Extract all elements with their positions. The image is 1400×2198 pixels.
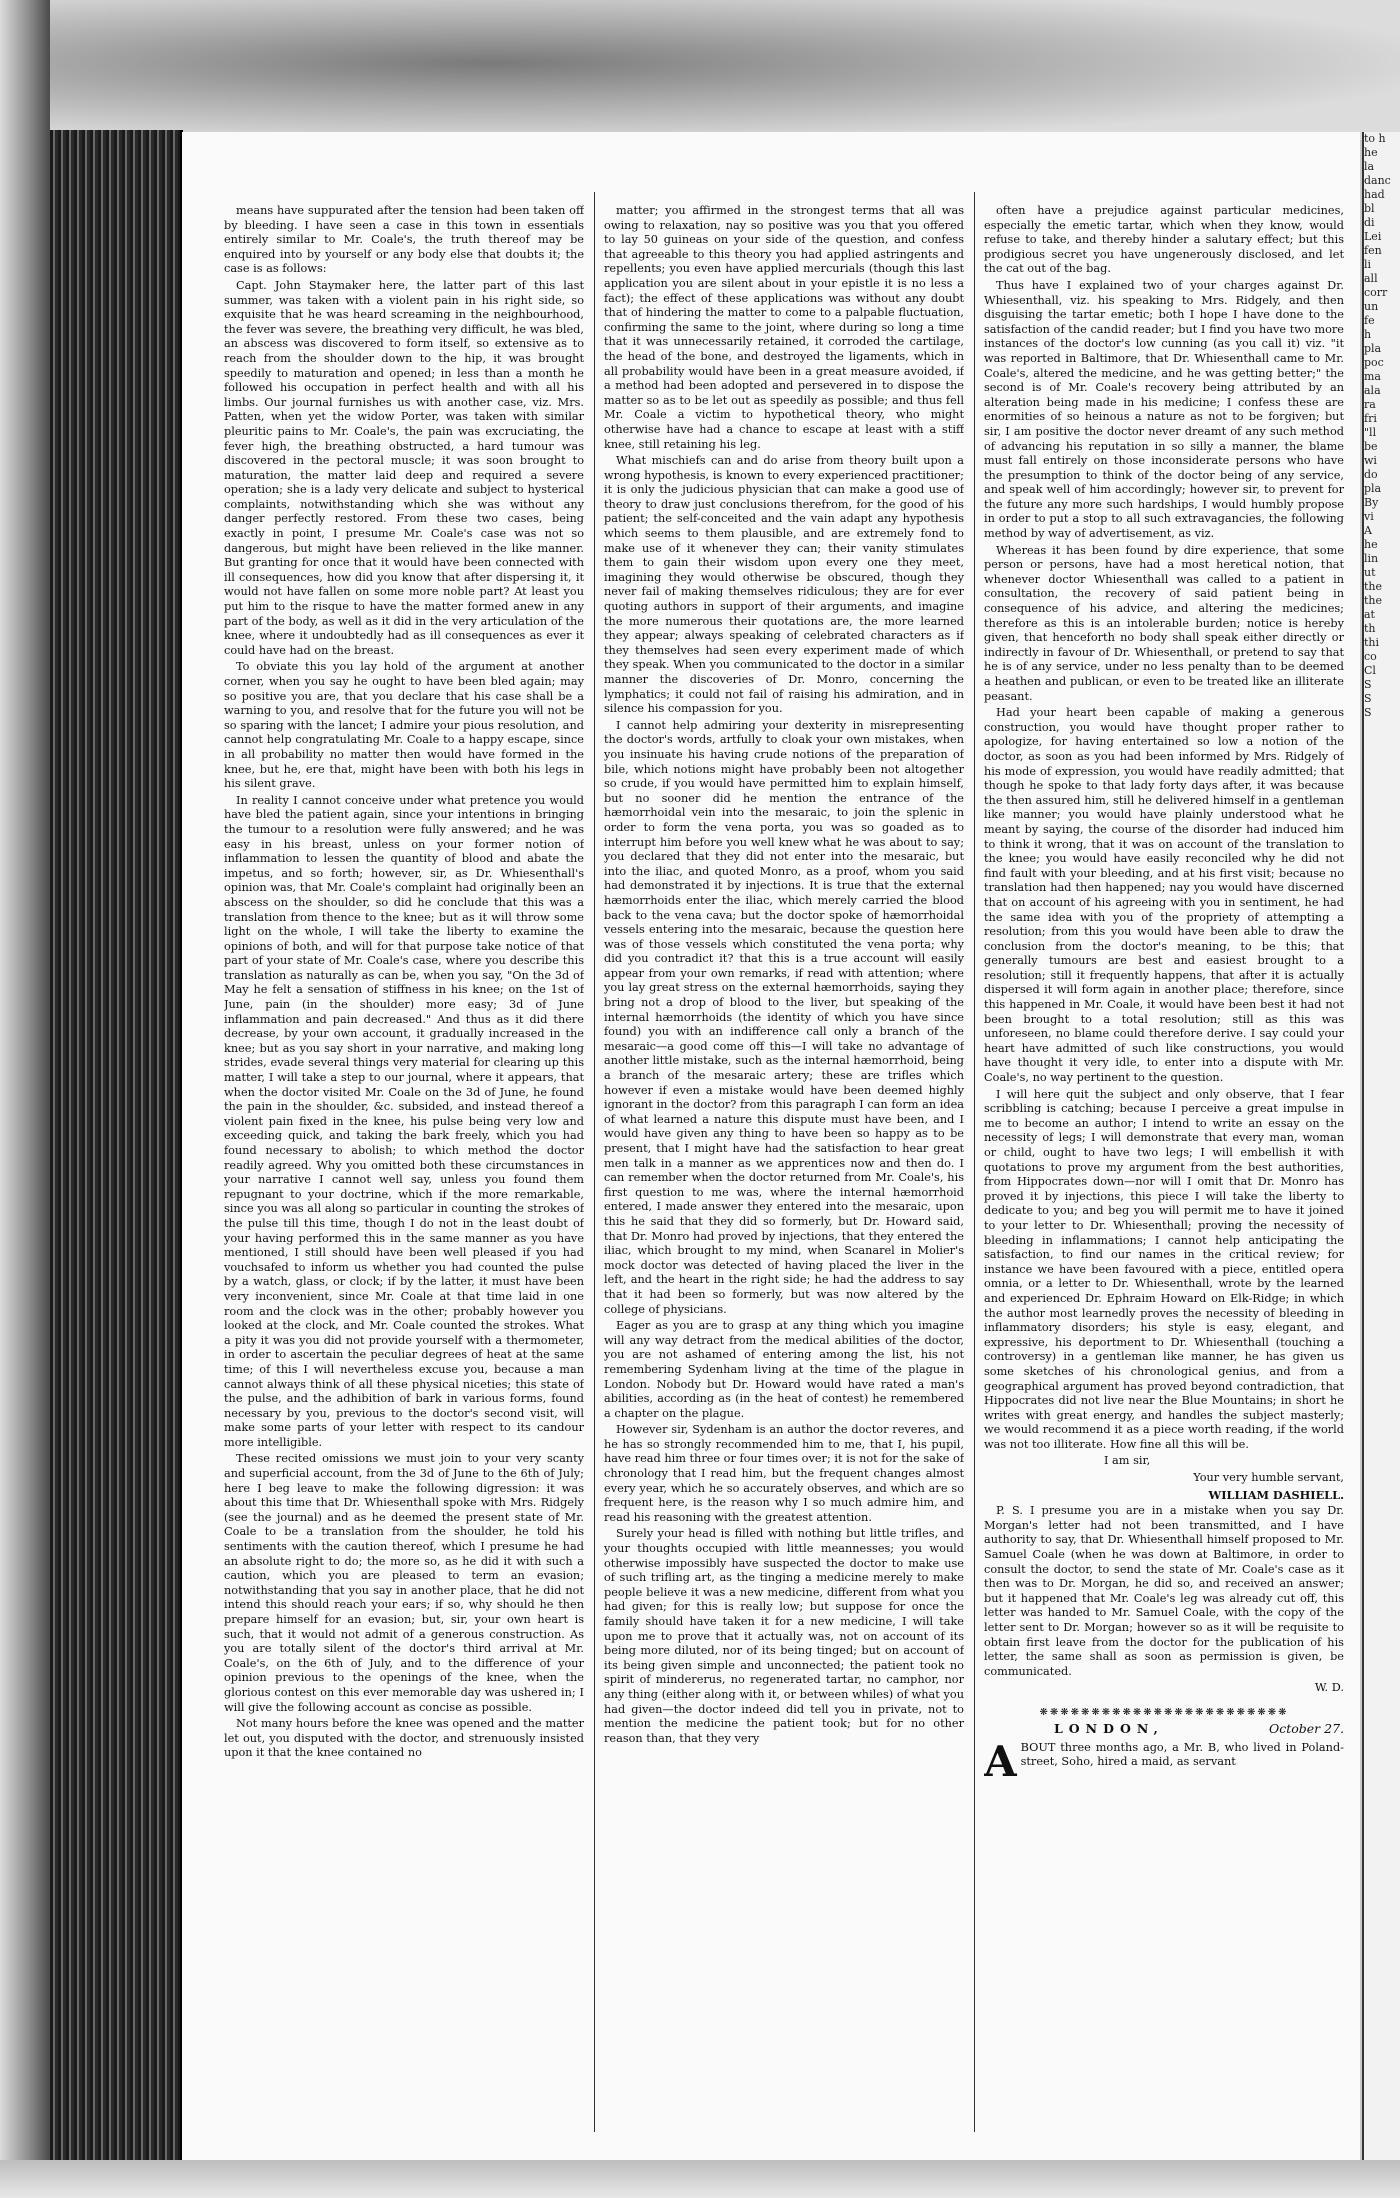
column-3-body	[984, 204, 1344, 1452]
facing-page-text-fragment: do	[1364, 468, 1378, 481]
column-rule	[974, 192, 975, 2132]
facing-page-text-fragment: wi	[1364, 454, 1377, 467]
facing-page-text-fragment: lin	[1364, 552, 1379, 565]
letter-closing: I am sir,	[1104, 1454, 1151, 1468]
paragraph: matter; you affirmed in the strongest terms that all was owing to relaxation, nay so positive was you that you offered to lay 50 guineas on your side of the question, and confess that agreeable to this theory you had applied astringents and repellents; you even have applied mercurials (though this last application you are silent about in your epistle it is no less a fact); the effect of these applications was without any doubt that of hindering the matter to come to a palpable fluctuation, confirming the same to the joint, where during so long a time that it was unnecessarily retained, it corroded the cartilage, the head of the bone, and destroyed the ligaments, which in all probability would have been in a great measure avoided, if a method had been adopted and persevered in to dispose the matter so as to be let out as speedily as possible; and thus fell Mr. Coale a victim to hypothetical theory, who might otherwise have had a chance to escape at least with a stiff knee, still retaining his leg.	[604, 204, 964, 451]
postscript-initials: W. D.	[1314, 1681, 1344, 1695]
facing-page-text-fragment: be	[1364, 440, 1378, 453]
paragraph: What mischiefs can and do arise from theory built upon a wrong hypothesis, is known to every experienced practitioner; it is only the judicious physician that can make a good use of theory to draw just conclusions therefrom, for the good of his patient; the self-conceited and the vain adapt any hypothesis which seems to them plausible, and are extremely fond to make use of it whenever they can; their vanity stimulates them to gain their wisdom upon every one they meet, imagining they would otherwise be obscured, though they never fail of making themselves ridiculous; they are for ever quoting authors in support of their arguments, and imagine the more numerous their quotations are, the more learned they appear; always speaking of celebrated characters as if they themselves had seen every experiment made of which they speak. When you communicated to the doctor in a similar manner the discoveries of Dr. Monro, concerning the lymphatics; it could not fail of raising his admiration, and in silence his compassion for you.	[604, 454, 964, 716]
facing-page-text-fragment: pla	[1364, 342, 1382, 355]
london-news-text: BOUT three months ago, a Mr. B, who lived in Poland-street, Soho, hired a maid, as servant	[1020, 1740, 1344, 1769]
facing-page-text-fragment: all	[1364, 272, 1378, 285]
facing-page-text-fragment: la	[1364, 160, 1375, 173]
postscript: P. S. I presume you are in a mistake when you say Dr. Morgan's letter had not been transmitted, and I have authority to say, that Dr. Whiesenthall himself proposed to Mr. Samuel Coale (when he was down at Baltimore, in order to consult the doctor, to send the state of Mr. Coale's case as it then was to Dr. Morgan, he did so, and received an answer; but it happened that Mr. Coale's leg was already cut off, this letter was handed to Mr. Samuel Coale, with the copy of the letter sent to Dr. Morgan; however so as it will be requisite to obtain first leave from the doctor for the publication of his letter, the same shall as soon as permission is given, be communicated.	[984, 1504, 1344, 1678]
facing-page-text-fragment: the	[1364, 594, 1383, 607]
column-2	[604, 204, 964, 2084]
paragraph: Had your heart been capable of making a generous construction, you would have thought proper rather to apologize, for having entertained so low a notion of the doctor, as soon as you had been informed by Mrs. Ridgely of his mode of expression, you would have readily admitted; that though he spoke to that lady forty days after, it was because the then assured him, still he delivered himself in a gentleman like manner; you would have plainly understood what he meant by saying, the course of the disorder had induced him to think it wrong, that it was on account of the translation to the knee; you would have easily reconciled why he did not find fault with your bleeding, and at his first visit; because no translation had then happened; nay you would have discerned that on account of his agreeing with you in sentiment, he had the same idea with you of the propriety of attempting a resolution; from this you would have been able to draw the conclusion from the doctor's meaning, to be this; that generally tumours are best and easiest brought to a resolution; still it frequently happens, that after it is actually dispersed it will form again in another place; therefore, since this happened in Mr. Coale, it would have been best it had not been brought to a total resolution; still as this was unforeseen, no blame could therefore derive. I say could your heart have admitted of such like constructions, you would have thought it very idle, to enter into a dispute with Mr. Coale's, no way pertinent to the question.	[984, 706, 1344, 1085]
facing-page-text-fragment: ra	[1364, 398, 1376, 411]
facing-page-text-fragment: the	[1364, 580, 1383, 593]
paragraph: often have a prejudice against particular medicines, especially the emetic tartar, which when they know, would refuse to take, and thereby hinder a salutary effect; but this prodigious secret you have ungenerously disclosed, and let the cat out of the bag.	[984, 204, 1344, 276]
column-3	[984, 204, 1344, 2084]
section-divider-ornament: ❋❋❋❋❋❋❋❋❋❋❋❋❋❋❋❋❋❋❋❋❋❋❋❋	[1039, 1707, 1289, 1718]
newspaper-page	[182, 132, 1360, 2172]
column-rule	[594, 192, 595, 2132]
paragraph: I will here quit the subject and only observe, that I fear scribbling is catching; because I perceive a great impulse in me to become an author; I intend to write an essay on the necessity of legs; I will demonstrate that every man, woman or child, ought to have two legs; I will embellish it with quotations to prove my argument from the best authorities, from Hippocrates down—nor will I omit that Dr. Monro has proved it by injections, this piece I will take the liberty to dedicate to you; and beg you will permit me to have it joined to your letter to Dr. Whiesenthall; proving the necessity of bleeding in inflammations; I cannot help anticipating the satisfaction, to find our names in the critical review; for instance we have been favoured with a piece, entitled opera omnia, or a letter to Dr. Whiesenthall, wrote by the learned and experienced Dr. Ephraim Howard on Elk-Ridge; in which the author most learnedly proves the necessity of bleeding in inflammatory disorders; his style is easy, elegant, and expressive, his deportment to Dr. Whiesenthall (touching a controversy) in a gentleman like manner, he has given us some sketches of his chronological genius, and from a geographical argument has proved beyond contradiction, that Hippocrates did not live near the Blue Mountains; in short he writes with great energy, and handles the subject masterly; we would recommend it as a piece worth reading, if the world was not too illiterate. How fine all this will be.	[984, 1087, 1344, 1451]
facing-page-text-fragment: he	[1364, 146, 1378, 159]
letter-valediction: Your very humble servant,	[1193, 1471, 1344, 1485]
facing-page-text-fragment: S	[1364, 706, 1372, 719]
facing-page-text-fragment: li	[1364, 258, 1372, 271]
column-1	[224, 204, 584, 2084]
london-news-item	[984, 1736, 1344, 1786]
paragraph: Surely your head is filled with nothing but little trifles, and your thoughts occupied with little meannesses; you would otherwise impossibly have suspected the doctor to make use of such trifling art, as the tinging a medicine merely to make people believe it was a new medicine, different from what you had given; for this is really low; but suppose for once the family should have taken it for a new medicine, I will take upon me to prove that it actually was, not on account of its being more diluted, nor of its being tinged; but on account of its being given simple and unconnected; the patient took no spirit of mindererus, no regenerated tartar, no camphor, nor any thing (either along with it, or between whiles) of what you had given—the doctor indeed did tell you in private, not to mention the medicine the patient took; but for no other reason than, that they very	[604, 1527, 964, 1745]
paragraph: However sir, Sydenham is an author the doctor reveres, and he has so strongly recommended him to me, that I, his pupil, have read him three or four times over; it is not for the sake of chronology that I read him, but the frequent changes almost every year, which he so accurately observes, and which are so frequent here, is the reason why I so much admire him, and read his reasoning with the greatest attention.	[604, 1423, 964, 1524]
paragraph: These recited omissions we must join to your very scanty and superficial account, from the 3d of June to the 6th of July; here I beg leave to make the following digression: it was about this time that Dr. Whiesenthall spoke with Mrs. Ridgely (see the journal) and as he deemed the present state of Mr. Coale to be a translation from the shoulder, he told his sentiments with the caution thereof, which I presume he had an absolute right to do; the more so, as he did it with such a caution, which you are pleased to term an evasion; notwithstanding that you say in another place, that he did not intend this should reach your ears; if so, why should he then prepare himself for an evasion; but, sir, your own heart is such, that it would not admit of a generous construction. As you are totally silent of the doctor's third arrival at Mr. Coale's, on the 6th of July, and to the difference of your opinion previous to the openings of the knee, when the glorious contest on this ever memorable day was ushered in; I will give the following account as concise as possible.	[224, 1452, 584, 1714]
facing-page-text-fragment: h	[1364, 328, 1372, 341]
drop-cap: A	[984, 1736, 1017, 1786]
dateline-city: LONDON,	[1054, 1720, 1164, 1736]
facing-page-text-fragment: thi	[1364, 636, 1380, 649]
facing-page-text-fragment: S	[1364, 692, 1372, 705]
facing-page-text-fragment: fen	[1364, 244, 1382, 257]
facing-page-fragment	[1362, 132, 1400, 2172]
facing-page-text-fragment: danc	[1364, 174, 1391, 187]
facing-page-text-fragment: at	[1364, 608, 1375, 621]
facing-page-text-fragment: had	[1364, 188, 1385, 201]
facing-page-text-fragment: th	[1364, 622, 1376, 635]
facing-page-text-fragment: ut	[1364, 566, 1376, 579]
scan-left-shadow	[0, 0, 50, 2198]
facing-page-text-fragment: bl	[1364, 202, 1375, 215]
paragraph: Eager as you are to grasp at any thing which you imagine will any way detract from the medical abilities of the doctor, you are not ashamed of entering among the list, his not remembering Sydenham living at the time of the plague in London. Nobody but Dr. Howard would have rated a man's abilities, according as (in the heat of contest) he remembered a chapter on the plague.	[604, 1319, 964, 1420]
paragraph: In reality I cannot conceive under what pretence you would have bled the patient again, since your intentions in bringing the tumour to a resolution were fully answered; and he was easy in his breast, unless on your former notion of inflammation to lessen the quantity of blood and abate the impetus, and so forth; however, sir, as Dr. Whiesenthall's opinion was, that Mr. Coale's complaint had originally been an abscess on the shoulder, so did he conclude that this was a translation from thence to the knee; but as it will throw some light on the whole, I will take the liberty to examine the opinions of both, and will for that purpose take notice of that part of your state of Mr. Coale's case, where you describe this translation as naturally as can be, when you say, "On the 3d of May he felt a sensation of stiffness in his knee; on the 1st of June, pain (in the shoulder) more easy; 3d of June inflammation and pain decreased." And thus as it did there decrease, by your own account, it gradually increased in the knee; but as you say short in your narrative, and making long strides, evade several things very material for clearing up this matter, I will take a step to our journal, where it appears, that when the doctor visited Mr. Coale on the 3d of June, he found the pain in the shoulder, &c. subsided, and instead thereof a violent pain fixed in the knee, his pulse being very low and exceeding quick, and taking the bark freely, which you had found necessary to abolish; to which method the doctor readily agreed. Why you omitted both these circumstances in your narrative I cannot well say, unless you found them repugnant to your doctrine, which if the more remarkable, since you was all along so particular in counting the strokes of the pulse till this time, though I do not in the least doubt of your having performed this in the same manner as you have mentioned, I still should have been well pleased if you had vouchsafed to inform us whether you had counted the pulse by a watch, glass, or clock; if by the latter, it must have been very inconvenient, since Mr. Coale at that time laid in one room and the clock was in the other; probably however you looked at the clock, and Mr. Coale counted the strokes. What a pity it was you did not provide yourself with a thermometer, in order to ascertain the peculiar degrees of heat at the same time; of this I will nevertheless excuse you, because a man cannot always think of all these physical niceties; this state of the pulse, and the adhibition of bark in various forms, found necessary by you, previous to the doctor's second visit, will make some parts of your letter with respect to its candour more intelligible.	[224, 793, 584, 1449]
facing-page-text-fragment: di	[1364, 216, 1375, 229]
dateline-date: October 27.	[1268, 1720, 1344, 1736]
book-page-edges	[50, 130, 183, 2160]
facing-page-text-fragment: pla	[1364, 482, 1382, 495]
facing-page-text-fragment: he	[1364, 538, 1378, 551]
facing-page-text-fragment: S	[1364, 678, 1372, 691]
facing-page-text-fragment: Cl	[1364, 664, 1376, 677]
facing-page-text-fragment: ma	[1364, 370, 1381, 383]
facing-page-text-fragment: fe	[1364, 314, 1375, 327]
paragraph: means have suppurated after the tension had been taken off by bleeding. I have seen a case in this town in essentials entirely similar to Mr. Coale's, the truth thereof may be enquired into by yourself or any body else that doubts it; the case is as follows:	[224, 204, 584, 276]
scan-top-shadow	[0, 0, 1400, 140]
facing-page-text-fragment: vi	[1364, 510, 1374, 523]
facing-page-text-fragment: to h	[1364, 132, 1386, 145]
letter-signature: WILLIAM DASHIELL.	[1208, 1487, 1344, 1502]
paragraph: Whereas it has been found by dire experience, that some person or persons, have had a most heretical notion, that whenever doctor Whiesenthall was called to a patient in consultation, the recovery of said patient being in consequence of his advice, and altering the medicines; therefore as this is an intolerable burden; notice is hereby given, that henceforth no body shall speak either directly or indirectly in favour of Dr. Whiesenthall, or pretend to say that he is of any service, under no less penalty than to be deemed a heathen and publican, or even to be treated like an illiterate peasant.	[984, 543, 1344, 703]
paragraph: I cannot help admiring your dexterity in misrepresenting the doctor's words, artfully to cloak your own mistakes, when you insinuate his having crude notions of the preparation of bile, which notions might have probably been not altogether so crude, if you would have permitted him to explain himself, but no sooner did he mention the entrance of the hæmorrhoidal vein into the mesaraic, to join the splenic in order to form the vena porta, you was so goaded as to interrupt him before you well knew what he was about to say; you declared that they did not enter into the mesaraic, but into the iliac, and quoted Monro, as a proof, whom you said had demonstrated it by injections. It is true that the external hæmorrhoids enter the iliac, which merely carried the blood back to the vena cava; but the doctor spoke of hæmorrhoidal vessels entering into the mesaraic, because the question here was of those vessels which constituted the vena porta; why did you contradict it? that this is a true account will easily appear from your own remarks, if read with attention; where you lay great stress on the external hæmorrhoids, saying they bring not a drop of blood to the liver, but speaking of the internal hæmorrhoids (the identity of which you have since found) you with an indifference call only a branch of the mesaraic—a good come off this—I will take no advantage of another little mistake, such as the internal hæmorrhoid, being a branch of the mesaraic artery; these are trifles which however if even a mistake would have been deemed highly ignorant in the doctor? from this paragraph I can form an idea of what learned a nature this dispute must have been, and I would have given any thing to have been so happy as to be present, that I might have had the satisfaction to hear great men talk in a manner as we apprentices now and then do. I can remember when the doctor returned from Mr. Coale's, his first question to me was, where the internal hæmorrhoid entered, I made answer they entered into the mesaraic, upon this he said that they did so formerly, but Dr. Howard said, that Dr. Monro had proved by injections, that they entered the iliac, which brought to my mind, when Scanarel in Molier's mock doctor was detected of having placed the liver in the left, and the heart in the right side; he had the address to say that it had been so formerly, but was now altered by the college of physicians.	[604, 718, 964, 1316]
paragraph: Capt. John Staymaker here, the latter part of this last summer, was taken with a violent pain in his right side, so exquisite that he was heard screaming in the neighbourhood, the fever was severe, the breathing very difficult, he was bled, an abscess was discovered to form itself, so extensive as to reach from the shoulder down to the hip, it was brought speedily to maturation and opened; in less than a month he followed his occupation in perfect health and with all his limbs. Our journal furnishes us with another case, viz. Mrs. Patten, when yet the widow Porter, was taken with similar pleuritic pains to Mr. Coale's, the pain was excruciating, the fever high, the breathing obstructed, a hard tumour was discovered in the pectoral muscle; it was soon brought to maturation, the matter laid deep and required a severe operation; she is a lady very delicate and subject to hysterical complaints, notwithstanding which she was without any danger perfectly restored. From these two cases, being exactly in point, I presume Mr. Coale's case was not so dangerous, but might have been relieved in the like manner. But granting for once that it would have been connected with ill consequences, how did you know that after dispersing it, it would not have fallen on some more noble part? At least you put him to the risque to have the matter formed anew in any part of the body, as well as it did in the very articulation of the knee, where it undoubtedly had as ill consequences as ever it could have had on the breast.	[224, 278, 584, 657]
facing-page-text-fragment: ala	[1364, 384, 1381, 397]
scan-bottom-shadow	[0, 2160, 1400, 2198]
paragraph: To obviate this you lay hold of the argument at another corner, when you say he ought to have been bled again; may so positive you are, that you declare that his case shall be a warning to you, and resolve that for the future you will not be so sparing with the lancet; I admire your pious resolution, and cannot help congratulating Mr. Coale to a happy escape, since in all probability no matter then would have formed in the knee, but he, ere that, might have been with both his legs in his silent grave.	[224, 660, 584, 791]
facing-page-text-fragment: un	[1364, 300, 1379, 313]
dateline	[984, 1722, 1344, 1737]
paragraph: Not many hours before the knee was opened and the matter let out, you disputed with the doctor, and strenuously insisted upon it that the knee contained no	[224, 1717, 584, 1760]
facing-page-text-fragment: fri	[1364, 412, 1377, 425]
facing-page-text-fragment: poc	[1364, 356, 1384, 369]
facing-page-text-fragment: "ll	[1364, 426, 1377, 439]
facing-page-text-fragment: By	[1364, 496, 1379, 509]
facing-page-text-fragment: corr	[1364, 286, 1388, 299]
paragraph: Thus have I explained two of your charges against Dr. Whiesenthall, viz. his speaking to Mrs. Ridgely, and then disguising the tartar emetic; both I hope I have done to the satisfaction of the candid reader; but I find you have two more instances of the doctor's low cunning (as you call it) viz. "it was reported in Baltimore, that Dr. Whiesenthall came to Mr. Coale's, altered the medicine, and he was getting better;" the second is of Mr. Coale's recovery being attributed by an alteration being made in his medicine; I confess these are enormities of so heinous a nature as not to be forgiven; but sir, I am positive the doctor never dreamt of any such method of advancing his reputation in so silly a manner, the blame must fall entirely on those inconsiderate persons who have the presumption to think of the doctor being of any service, and speak well of him accordingly; however sir, to prevent for the future any more such hardships, I would humbly propose in order to put a stop to all such extravagancies, the following method by way of advertisement, as viz.	[984, 278, 1344, 541]
facing-page-text-fragment: Lei	[1364, 230, 1382, 243]
facing-page-text-fragment: A	[1364, 524, 1372, 537]
facing-page-text-fragment: co	[1364, 650, 1377, 663]
